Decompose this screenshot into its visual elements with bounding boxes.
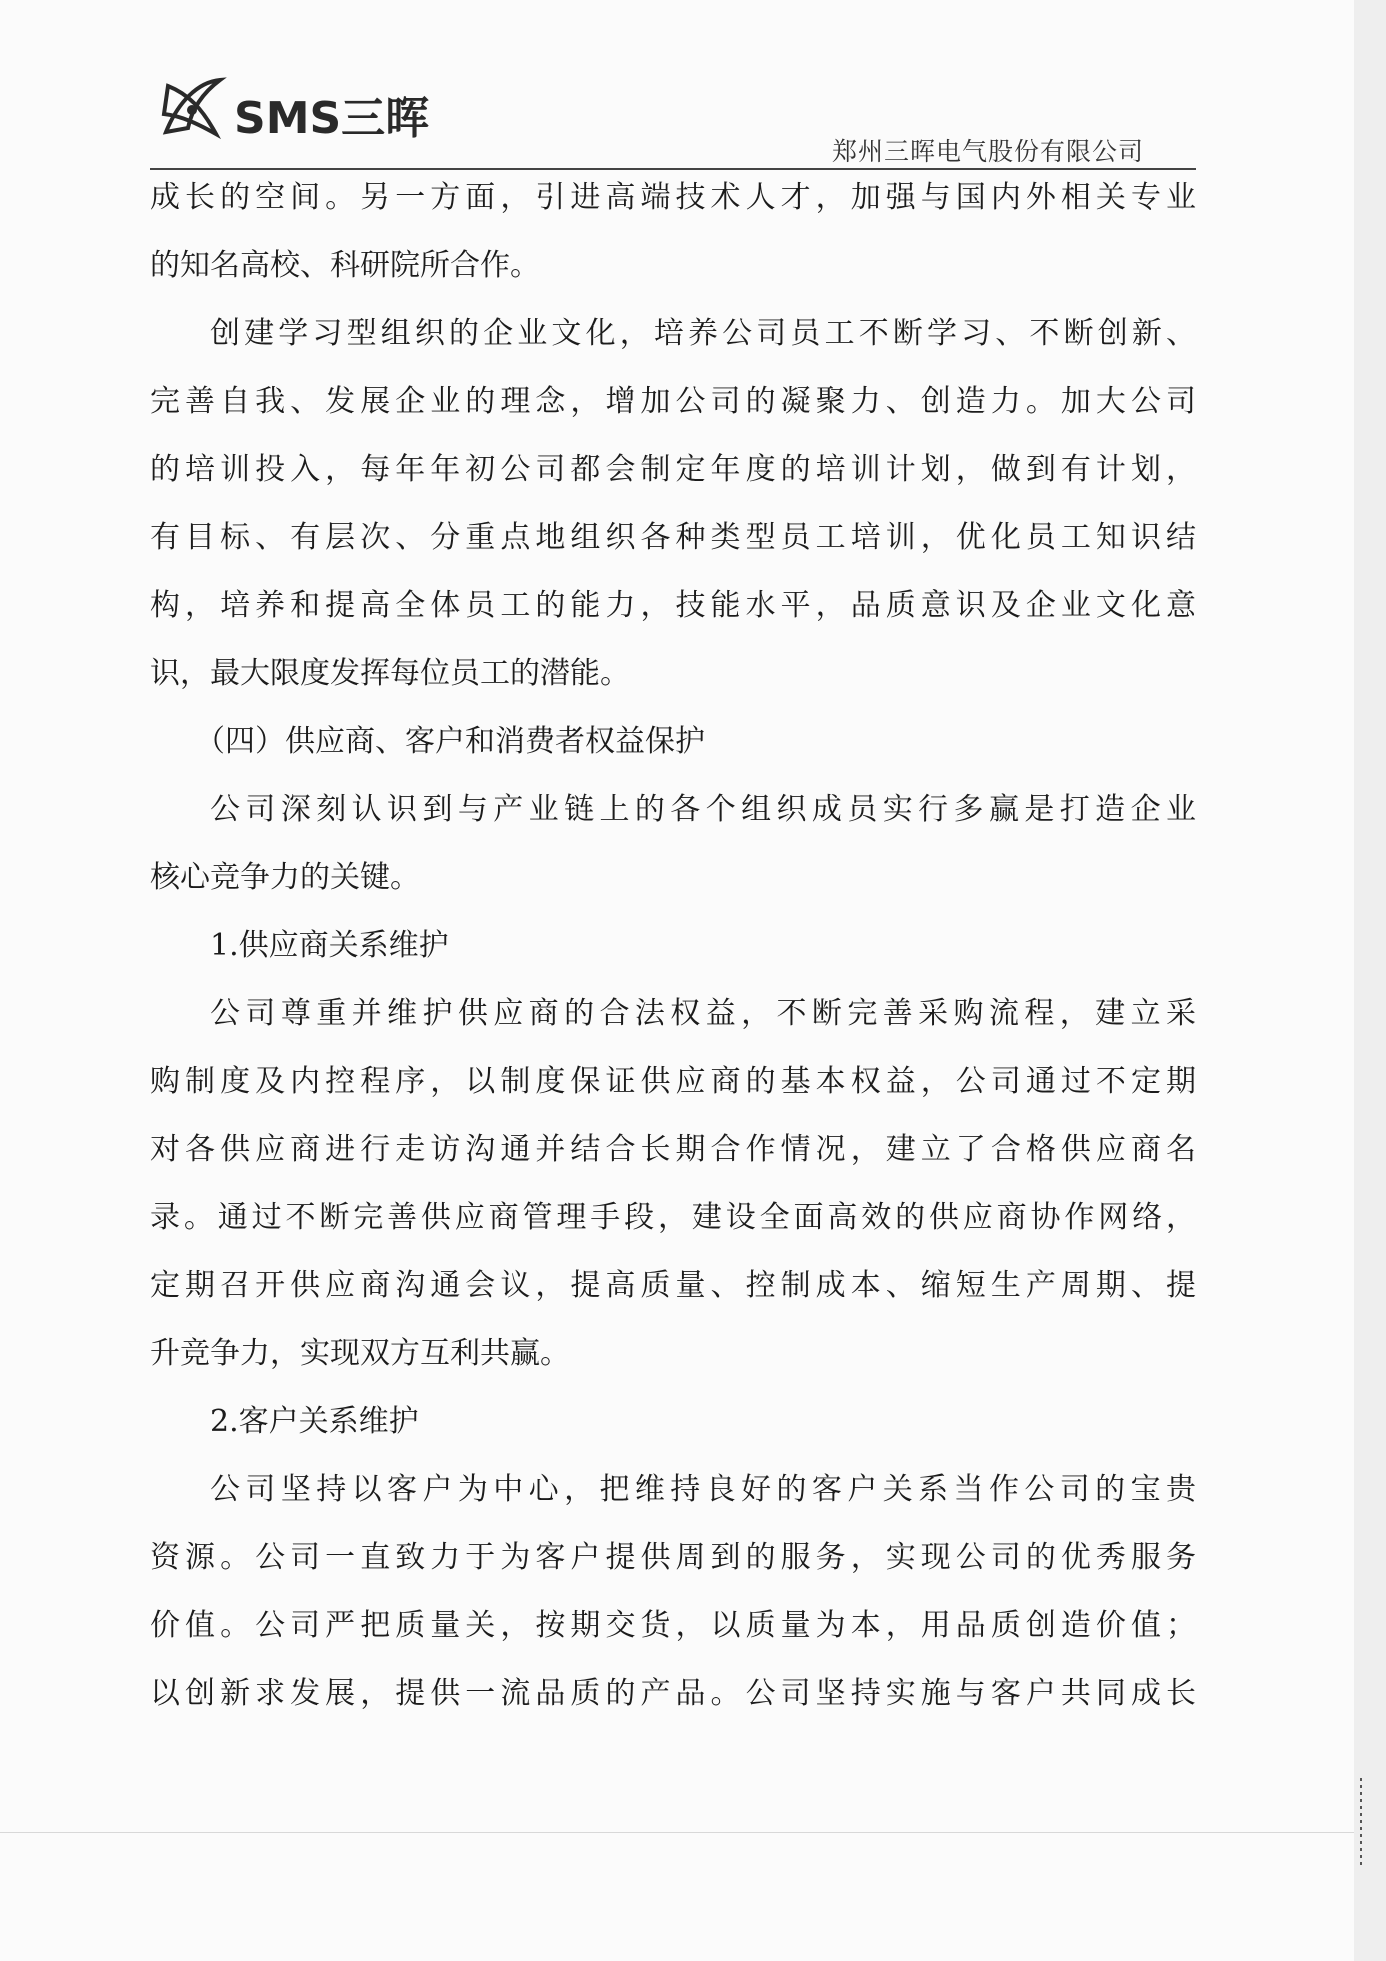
text-line: 的培训投入，每年年初公司都会制定年度的培训计划，做到有计划， [150,452,1196,487]
subsection-heading: 1.供应商关系维护 [210,928,449,963]
text-line: 定期召开供应商沟通会议，提高质量、控制成本、缩短生产周期、提 [150,1268,1196,1303]
text-line: 公司深刻认识到与产业链上的各个组织成员实行多赢是打造企业 [210,792,1196,827]
subsection-heading: 2.客户关系维护 [210,1404,419,1439]
text-line: 完善自我、发展企业的理念，增加公司的凝聚力、创造力。加大公司 [150,384,1196,419]
text-line: 升竞争力，实现双方互利共赢。 [150,1336,570,1371]
text-line: 公司坚持以客户为中心，把维持良好的客户关系当作公司的宝贵 [210,1472,1196,1507]
text-line: 识，最大限度发挥每位员工的潜能。 [150,656,630,691]
text-line: 构，培养和提高全体员工的能力，技能水平，品质意识及企业文化意 [150,588,1196,623]
text-line: 资源。公司一直致力于为客户提供周到的服务，实现公司的优秀服务 [150,1540,1196,1575]
text-line: 核心竞争力的关键。 [150,860,420,895]
text-line: 公司尊重并维护供应商的合法权益，不断完善采购流程，建立采 [210,996,1196,1031]
text-line: 成长的空间。另一方面，引进高端技术人才，加强与国内外相关专业 [150,180,1196,215]
logo-text: SMS三晖 [234,93,430,144]
text-line: 购制度及内控程序，以制度保证供应商的基本权益，公司通过不定期 [150,1064,1196,1099]
text-line: 以创新求发展，提供一流品质的产品。公司坚持实施与客户共同成长 [150,1676,1196,1711]
company-name: 郑州三晖电气股份有限公司 [831,137,1144,166]
text-line: 的知名高校、科研院所合作。 [150,248,540,283]
scan-edge [1354,0,1386,1961]
section-heading: （四）供应商、客户和消费者权益保护 [195,724,705,759]
text-line: 录。通过不断完善供应商管理手段，建设全面高效的供应商协作网络， [150,1200,1196,1235]
footer-rule [0,1832,1386,1833]
text-line: 创建学习型组织的企业文化，培养公司员工不断学习、不断创新、 [210,316,1196,351]
text-line: 对各供应商进行走访沟通并结合长期合作情况，建立了合格供应商名 [150,1132,1196,1167]
text-line: 价值。公司严把质量关，按期交货，以质量为本，用品质创造价值； [150,1608,1196,1643]
header-rule [150,168,1196,170]
text-line: 有目标、有层次、分重点地组织各种类型员工培训，优化员工知识结 [150,520,1196,555]
logo-emblem-icon [158,72,228,144]
